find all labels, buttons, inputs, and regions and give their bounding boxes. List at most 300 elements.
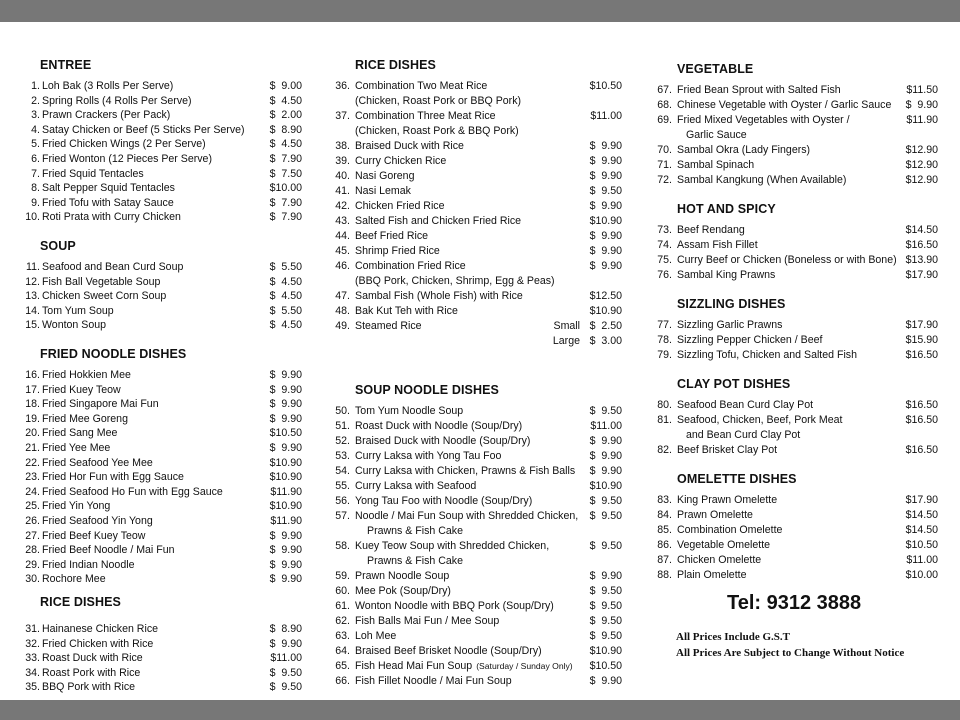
menu-item bbox=[330, 229, 626, 244]
item-name bbox=[355, 599, 554, 614]
menu-item bbox=[652, 113, 942, 128]
menu-item bbox=[24, 304, 306, 319]
item-price: $ 9.50 bbox=[589, 585, 622, 597]
item-price: $ 9.50 bbox=[269, 666, 302, 679]
item-number: 46. bbox=[335, 260, 350, 272]
item-number: 41. bbox=[335, 185, 350, 197]
item-number: 42. bbox=[335, 200, 350, 212]
item-name bbox=[42, 572, 106, 587]
menu-item bbox=[652, 398, 942, 413]
item-name-text: Loh Mee bbox=[355, 630, 397, 642]
item-name bbox=[355, 479, 476, 494]
menu-item bbox=[24, 260, 306, 275]
item-price: $ 7.90 bbox=[269, 211, 302, 224]
item-name bbox=[42, 499, 110, 514]
item-number: 8. bbox=[31, 182, 40, 195]
item-price: $10.50 bbox=[589, 80, 622, 92]
item-number: 32. bbox=[25, 637, 40, 650]
menu-item bbox=[330, 494, 626, 509]
item-name-text: Sambal Fish (Whole Fish) with Rice bbox=[355, 290, 523, 302]
menu-item bbox=[24, 167, 306, 182]
menu-item bbox=[652, 173, 942, 188]
item-price: $ 4.50 bbox=[269, 94, 302, 107]
item-price: $11.50 bbox=[906, 84, 938, 96]
menu-item bbox=[330, 449, 626, 464]
item-number: 5. bbox=[31, 138, 40, 151]
item-name bbox=[355, 319, 422, 334]
item-price: $16.50 bbox=[905, 399, 938, 411]
item-name bbox=[42, 651, 143, 666]
item-price: $10.90 bbox=[589, 305, 622, 317]
item-number: 62. bbox=[335, 615, 350, 627]
item-price: $ 7.90 bbox=[269, 153, 302, 165]
menu-item bbox=[652, 493, 942, 508]
menu-item bbox=[24, 470, 306, 485]
menu-item bbox=[330, 199, 626, 214]
item-name-text: Fish Fillet Noodle / Mai Fun Soup bbox=[355, 675, 512, 687]
item-price: $15.90 bbox=[905, 334, 938, 346]
item-price: $10.50 bbox=[269, 427, 302, 440]
item-price: $ 9.00 bbox=[269, 80, 302, 92]
item-name-text: Rochore Mee bbox=[42, 573, 106, 586]
item-price: $12.90 bbox=[905, 174, 938, 186]
item-number: 15. bbox=[25, 319, 40, 332]
gst-note: All Prices Include G.S.T bbox=[676, 631, 790, 643]
item-name bbox=[355, 214, 521, 229]
menu-item bbox=[24, 543, 306, 558]
item-price: $ 9.50 bbox=[269, 681, 302, 694]
item-name bbox=[677, 333, 822, 348]
item-number: 85. bbox=[657, 524, 672, 536]
item-name bbox=[355, 509, 578, 524]
item-name bbox=[42, 680, 135, 695]
item-name bbox=[42, 152, 212, 167]
item-price: $12.90 bbox=[905, 144, 938, 156]
menu-item bbox=[330, 599, 626, 614]
item-number: 19. bbox=[25, 412, 40, 425]
item-price: $ 9.90 bbox=[269, 544, 302, 557]
item-name-text: Combination Omelette bbox=[677, 524, 783, 536]
item-price: $ 9.50 bbox=[589, 615, 622, 627]
item-name-text: Hainanese Chicken Rice bbox=[42, 623, 159, 635]
telephone-number: Tel: 9312 3888 bbox=[727, 592, 862, 614]
item-name-text: Fried Squid Tentacles bbox=[42, 167, 144, 180]
price-change-note: All Prices Are Subject to Change Without Notice bbox=[676, 647, 905, 659]
item-number: 81. bbox=[657, 414, 672, 426]
item-name-text: Fried Yin Yong bbox=[42, 500, 111, 513]
item-price: $ 9.90 bbox=[589, 155, 622, 167]
item-price: $ 9.90 bbox=[589, 140, 622, 152]
item-name-text: Roast Duck with Noodle (Soup/Dry) bbox=[355, 420, 523, 432]
item-name bbox=[677, 158, 754, 173]
item-number: 28. bbox=[25, 544, 40, 557]
menu-item bbox=[330, 629, 626, 644]
item-name-text: Seafood and Bean Curd Soup bbox=[42, 261, 184, 273]
item-name bbox=[355, 584, 451, 599]
item-number: 60. bbox=[335, 585, 350, 597]
menu-item bbox=[24, 318, 306, 333]
item-availability-note: (Saturday / Sunday Only) bbox=[476, 661, 573, 671]
item-name bbox=[355, 199, 445, 214]
item-name-text: Assam Fish Fillet bbox=[677, 239, 758, 251]
item-name-text: Tom Yum Noodle Soup bbox=[355, 405, 464, 417]
item-number: 57. bbox=[335, 510, 350, 522]
menu-item-continuation bbox=[330, 94, 626, 109]
item-number: 82. bbox=[657, 444, 672, 456]
item-price: $10.50 bbox=[589, 660, 622, 672]
item-name-text: Braised Duck with Rice bbox=[355, 140, 464, 152]
item-number: 3. bbox=[31, 109, 40, 122]
item-number: 39. bbox=[335, 155, 350, 167]
item-price: $11.00 bbox=[590, 110, 622, 122]
item-name bbox=[42, 123, 245, 138]
item-name-text: Nasi Lemak bbox=[355, 185, 411, 197]
item-name bbox=[355, 259, 466, 274]
item-name-text: Salt Pepper Squid Tentacles bbox=[42, 182, 175, 195]
item-price: $ 9.50 bbox=[589, 600, 622, 612]
section-heading: RICE DISHES bbox=[40, 595, 121, 609]
menu-item bbox=[652, 508, 942, 523]
item-name-text: Combination Two Meat Rice bbox=[355, 80, 488, 92]
item-price: $ 9.90 bbox=[589, 260, 622, 272]
item-name-text: BBQ Pork with Rice bbox=[42, 681, 136, 694]
item-name bbox=[677, 398, 813, 413]
menu-item bbox=[24, 622, 306, 637]
menu-item-continuation bbox=[652, 428, 942, 443]
item-name-text: Fried Singapore Mai Fun bbox=[42, 398, 159, 411]
item-name-text: Yong Tau Foo with Noodle (Soup/Dry) bbox=[355, 495, 533, 507]
menu-item bbox=[330, 479, 626, 494]
menu-item bbox=[24, 368, 306, 383]
item-number: 40. bbox=[335, 170, 350, 182]
menu-item bbox=[330, 509, 626, 524]
item-name-text: Fried Chicken with Rice bbox=[42, 637, 154, 650]
item-name bbox=[355, 434, 530, 449]
item-number: 83. bbox=[657, 494, 672, 506]
item-name bbox=[42, 426, 117, 441]
item-number: 50. bbox=[335, 405, 350, 417]
item-description: (Chicken, Roast Pork or BBQ Pork) bbox=[355, 95, 522, 107]
menu-item bbox=[24, 79, 306, 94]
item-name-text: Noodle / Mai Fun Soup with Shredded Chicken, bbox=[355, 510, 579, 522]
item-price: $ 4.50 bbox=[269, 275, 302, 288]
menu-item bbox=[24, 123, 306, 138]
item-name-text: Curry Laksa with Chicken, Prawns & Fish Balls bbox=[355, 465, 576, 477]
item-number: 33. bbox=[25, 652, 40, 665]
menu-item bbox=[330, 644, 626, 659]
section-heading: HOT AND SPICY bbox=[677, 202, 776, 216]
item-number: 21. bbox=[25, 442, 40, 454]
item-number: 55. bbox=[335, 480, 350, 492]
item-price: $10.50 bbox=[905, 539, 938, 551]
menu-item bbox=[24, 137, 306, 152]
item-number: 59. bbox=[335, 570, 350, 582]
item-price: $ 4.50 bbox=[269, 319, 302, 332]
item-number: 63. bbox=[335, 630, 350, 642]
portion-size: Small bbox=[553, 320, 580, 332]
item-price: $ 9.90 bbox=[269, 558, 302, 571]
item-name bbox=[42, 79, 173, 94]
item-name-text: Roast Pork with Rice bbox=[42, 666, 141, 679]
item-price: $ 8.90 bbox=[269, 123, 302, 136]
item-name bbox=[355, 404, 463, 419]
item-price: $ 9.50 bbox=[589, 510, 622, 522]
item-name bbox=[677, 443, 777, 458]
item-price: $ 9.50 bbox=[589, 185, 622, 197]
item-number: 26. bbox=[25, 515, 40, 527]
section-heading: RICE DISHES bbox=[355, 58, 436, 72]
item-name-text: Wonton Noodle with BBQ Pork (Soup/Dry) bbox=[355, 600, 554, 612]
item-name bbox=[677, 98, 891, 113]
item-price: $10.90 bbox=[589, 215, 622, 227]
menu-item bbox=[652, 98, 942, 113]
item-name bbox=[677, 508, 753, 523]
menu-item bbox=[330, 539, 626, 554]
item-price: $ 9.90 bbox=[589, 675, 622, 687]
item-name bbox=[42, 181, 175, 196]
item-price: $ 4.50 bbox=[269, 290, 302, 303]
menu-item bbox=[24, 383, 306, 398]
item-price: $16.50 bbox=[905, 349, 938, 361]
item-name-text: Fried Seafood Yin Yong bbox=[42, 515, 153, 527]
item-name-text: Shrimp Fried Rice bbox=[355, 245, 440, 257]
menu-item bbox=[330, 259, 626, 274]
item-name bbox=[42, 637, 153, 652]
item-number: 68. bbox=[657, 99, 672, 111]
item-price: $ 9.90 bbox=[589, 170, 622, 182]
item-price: $ 9.50 bbox=[589, 540, 622, 552]
menu-item bbox=[24, 499, 306, 514]
item-name bbox=[42, 485, 223, 500]
item-name-text: Steamed Rice bbox=[355, 320, 422, 332]
item-name-text: Nasi Goreng bbox=[355, 170, 415, 182]
item-price: $ 9.90 bbox=[905, 99, 938, 111]
item-number: 86. bbox=[657, 539, 672, 551]
item-name-text: Mee Pok (Soup/Dry) bbox=[355, 585, 451, 597]
menu-item bbox=[24, 637, 306, 652]
item-name-text: Fried Kuey Teow bbox=[42, 383, 121, 396]
menu-item bbox=[652, 143, 942, 158]
item-name-text: Loh Bak (3 Rolls Per Serve) bbox=[42, 80, 174, 92]
item-name bbox=[42, 558, 134, 573]
item-number: 24. bbox=[25, 485, 40, 498]
menu-item bbox=[330, 304, 626, 319]
item-price: $10.00 bbox=[905, 569, 938, 581]
item-name bbox=[42, 456, 153, 471]
menu-item bbox=[330, 334, 626, 349]
item-number: 65. bbox=[335, 660, 350, 672]
item-name bbox=[677, 493, 777, 508]
item-price: $11.90 bbox=[270, 485, 302, 498]
item-name-text: Tom Yum Soup bbox=[42, 304, 114, 317]
item-price: $10.90 bbox=[269, 456, 302, 469]
item-name-text: Fish Ball Vegetable Soup bbox=[42, 275, 161, 288]
item-number: 34. bbox=[25, 666, 40, 679]
section-heading: CLAY POT DISHES bbox=[677, 377, 791, 391]
item-number: 66. bbox=[335, 675, 350, 687]
menu-item bbox=[330, 244, 626, 259]
item-number: 13. bbox=[25, 290, 40, 303]
item-name bbox=[677, 568, 746, 583]
item-price: $ 9.90 bbox=[269, 412, 302, 425]
item-name-text: Salted Fish and Chicken Fried Rice bbox=[355, 215, 522, 227]
item-name-text: Spring Rolls (4 Rolls Per Serve) bbox=[42, 94, 192, 107]
menu-item bbox=[330, 419, 626, 434]
item-number: 51. bbox=[335, 420, 350, 432]
item-price: $ 7.50 bbox=[269, 167, 302, 180]
section-heading: SIZZLING DISHES bbox=[677, 297, 786, 311]
menu-item bbox=[330, 139, 626, 154]
item-price: $14.50 bbox=[905, 509, 938, 521]
item-name bbox=[42, 275, 160, 290]
section-heading: SOUP bbox=[40, 239, 76, 253]
item-number: 35. bbox=[25, 681, 40, 694]
item-price: $ 2.50 bbox=[589, 320, 622, 332]
item-name-text: Fried Sang Mee bbox=[42, 427, 118, 440]
item-number: 49. bbox=[335, 320, 350, 332]
menu-item bbox=[24, 412, 306, 427]
section-heading: SOUP NOODLE DISHES bbox=[355, 383, 499, 397]
item-number: 17. bbox=[25, 383, 40, 396]
menu-item bbox=[24, 572, 306, 587]
item-number: 64. bbox=[335, 645, 350, 657]
item-price: $11.00 bbox=[270, 652, 302, 665]
item-name-text: Curry Laksa with Yong Tau Foo bbox=[355, 450, 502, 462]
item-number: 71. bbox=[657, 159, 672, 171]
item-price: $11.00 bbox=[590, 420, 622, 432]
item-number: 44. bbox=[335, 230, 350, 242]
menu-item bbox=[652, 333, 942, 348]
item-name bbox=[677, 173, 846, 188]
item-number: 45. bbox=[335, 245, 350, 257]
item-price: $10.90 bbox=[589, 645, 622, 657]
item-number: 16. bbox=[25, 369, 40, 381]
item-name bbox=[355, 79, 487, 94]
menu-item bbox=[652, 268, 942, 283]
menu-item bbox=[330, 404, 626, 419]
item-name-text: Wonton Soup bbox=[42, 319, 107, 332]
item-number: 73. bbox=[657, 224, 672, 236]
menu-item-continuation bbox=[330, 124, 626, 139]
menu-item bbox=[24, 397, 306, 412]
item-price: $17.90 bbox=[905, 269, 938, 281]
item-description: and Bean Curd Clay Pot bbox=[686, 429, 801, 441]
item-number: 88. bbox=[657, 569, 672, 581]
item-number: 31. bbox=[25, 623, 40, 635]
item-number: 58. bbox=[335, 540, 350, 552]
item-name bbox=[355, 109, 496, 124]
item-name-text: Braised Beef Brisket Noodle (Soup/Dry) bbox=[355, 645, 542, 657]
menu-item bbox=[330, 109, 626, 124]
menu-item bbox=[24, 558, 306, 573]
item-name-text: Sambal Kangkung (When Available) bbox=[677, 174, 847, 186]
menu-item bbox=[24, 680, 306, 695]
item-name-text: Chicken Fried Rice bbox=[355, 200, 445, 212]
item-name bbox=[355, 244, 440, 259]
item-name bbox=[42, 529, 145, 544]
item-name bbox=[42, 137, 206, 152]
item-name-text: Plain Omelette bbox=[677, 569, 747, 581]
item-name bbox=[42, 666, 140, 681]
item-name-text: Fried Beef Kuey Teow bbox=[42, 529, 146, 542]
menu-item bbox=[24, 651, 306, 666]
menu-item bbox=[24, 514, 306, 529]
item-description: (Chicken, Roast Pork & BBQ Pork) bbox=[355, 125, 519, 137]
item-price: $ 7.90 bbox=[269, 196, 302, 209]
item-name-text: Sambal Okra (Lady Fingers) bbox=[677, 144, 811, 156]
item-price: $10.90 bbox=[589, 480, 622, 492]
item-price: $ 9.90 bbox=[589, 435, 622, 447]
section-heading: VEGETABLE bbox=[677, 62, 754, 76]
item-name bbox=[355, 539, 549, 554]
menu-sheet bbox=[0, 22, 960, 700]
item-number: 10. bbox=[25, 211, 40, 224]
item-description: (BBQ Pork, Chicken, Shrimp, Egg & Peas) bbox=[355, 275, 555, 287]
item-number: 7. bbox=[31, 167, 40, 180]
menu-item bbox=[330, 214, 626, 229]
item-name bbox=[42, 622, 158, 637]
item-price: $11.90 bbox=[270, 515, 302, 527]
item-name bbox=[42, 470, 184, 485]
menu-item bbox=[24, 94, 306, 109]
top-border bbox=[0, 0, 960, 22]
item-number: 84. bbox=[657, 509, 672, 521]
item-name bbox=[677, 523, 782, 538]
item-price: $10.90 bbox=[269, 471, 302, 484]
menu-item bbox=[330, 169, 626, 184]
item-name-text: Prawn Omelette bbox=[677, 509, 753, 521]
item-number: 79. bbox=[657, 349, 672, 361]
item-price: $ 8.90 bbox=[269, 623, 302, 635]
menu-item bbox=[330, 464, 626, 479]
menu-item bbox=[652, 238, 942, 253]
menu-item bbox=[652, 223, 942, 238]
item-name bbox=[677, 253, 897, 268]
item-name bbox=[355, 184, 411, 199]
item-price: $ 9.90 bbox=[269, 529, 302, 542]
item-name bbox=[355, 464, 575, 479]
item-price: $ 9.90 bbox=[589, 570, 622, 582]
item-number: 30. bbox=[25, 573, 40, 586]
item-name bbox=[677, 268, 775, 283]
item-number: 77. bbox=[657, 319, 672, 331]
item-number: 25. bbox=[25, 500, 40, 513]
item-name bbox=[42, 289, 166, 304]
item-name-text: Prawn Crackers (Per Pack) bbox=[42, 109, 171, 122]
item-number: 23. bbox=[25, 471, 40, 484]
item-number: 20. bbox=[25, 427, 40, 440]
item-name-text: Fried Wonton (12 Pieces Per Serve) bbox=[42, 153, 212, 165]
menu-item bbox=[652, 318, 942, 333]
item-number: 70. bbox=[657, 144, 672, 156]
item-name-text: Combination Three Meat Rice bbox=[355, 110, 496, 122]
item-name-text: Curry Laksa with Seafood bbox=[355, 480, 477, 492]
item-name-text: Combination Fried Rice bbox=[355, 260, 466, 272]
item-name-text: Sizzling Pepper Chicken / Beef bbox=[677, 334, 823, 346]
menu-item bbox=[24, 456, 306, 471]
menu-item bbox=[24, 108, 306, 123]
item-name-text: Kuey Teow Soup with Shredded Chicken, bbox=[355, 540, 550, 552]
item-price: $14.50 bbox=[905, 524, 938, 536]
item-description: Garlic Sauce bbox=[686, 129, 747, 141]
item-number: 69. bbox=[657, 114, 672, 126]
menu-item bbox=[24, 210, 306, 225]
menu-item bbox=[24, 275, 306, 290]
menu-item bbox=[24, 529, 306, 544]
item-name bbox=[42, 260, 183, 275]
item-name-text: Sizzling Garlic Prawns bbox=[677, 319, 783, 331]
item-number: 11. bbox=[26, 261, 40, 273]
